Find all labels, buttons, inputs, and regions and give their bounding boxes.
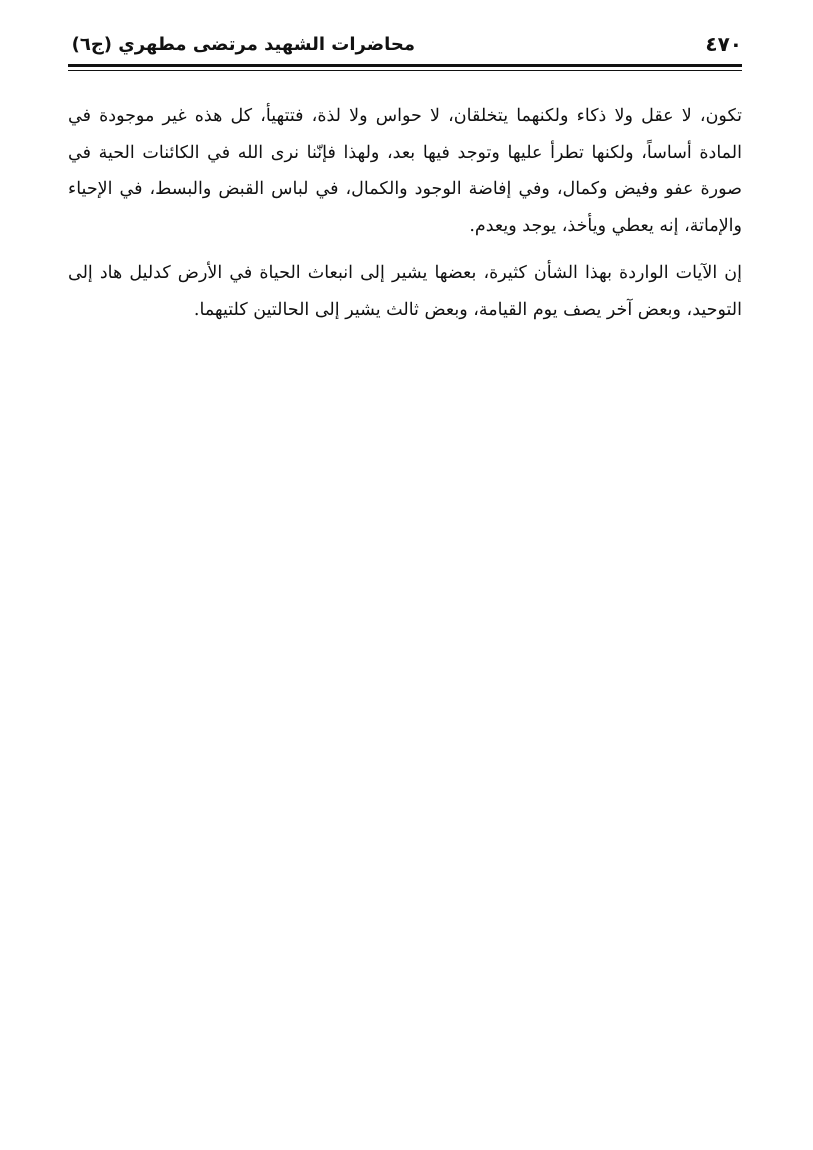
running-header [68,30,742,64]
paragraph-1: تكون، لا عقل ولا ذكاء ولكنهما يتخلقان، لا حواس ولا لذة، فتتهيأ، كل هذه غير موجودة في المادة أساساً، ولكنها تطرأ عليها وتوجد فيها بعد، ولهذا فإنّنا نرى الله في الكائنات الحية في صورة عفو وفيض وكمال، وفي إفاضة الوجود والكمال، في لباس القبض والبسط، في الإحياء والإماتة، إنه يعطي ويأخذ، يوجد ويعدم. [68,106,742,236]
header-rule-thin [68,70,742,71]
header-rule-thick [68,64,742,67]
page-number: ٤٧٠ [705,32,742,56]
body-text [68,98,742,328]
paragraph-2: إن الآيات الواردة بهذا الشأن كثيرة، بعضها يشير إلى انبعاث الحياة في الأرض كدليل هاد إلى التوحيد، وبعض آخر يصف يوم القيامة، وبعض ثالث يشير إلى الحالتين كلتيهما. [68,263,742,320]
book-title: محاضرات الشهيد مرتضى مطهري (ج٦) [71,34,415,55]
